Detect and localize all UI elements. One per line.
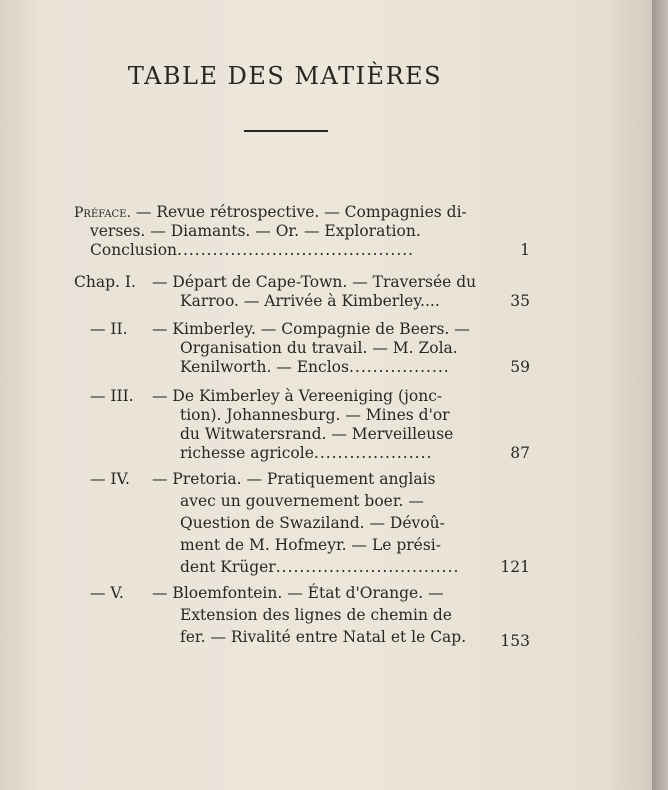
- page-number: 59: [510, 358, 530, 376]
- toc-line: — De Kimberley à Vereeniging (jonc-: [152, 387, 443, 405]
- toc-line: Extension des lignes de chemin de: [180, 606, 452, 624]
- toc-line: avec un gouvernement boer. —: [180, 492, 424, 510]
- page-number: 35: [510, 292, 530, 310]
- toc-line: du Witwatersrand. — Merveilleuse: [180, 425, 454, 443]
- page-number: 87: [510, 444, 530, 462]
- toc-line: — Départ de Cape-Town. — Traversée du: [152, 273, 477, 291]
- toc-line: richesse agricole....................: [180, 444, 433, 462]
- chapter-prefix: — V.: [90, 584, 124, 602]
- chapter-prefix: — III.: [90, 387, 134, 405]
- chapter-prefix: — IV.: [90, 470, 130, 488]
- toc-line: Conclusion........................................: [90, 241, 415, 259]
- chapter-prefix: Chap. I.: [74, 273, 136, 291]
- title-divider: [244, 130, 328, 132]
- preface-label: Préface.: [74, 205, 131, 221]
- toc-line: — Pretoria. — Pratiquement anglais: [152, 470, 436, 488]
- toc-line: fer. — Rivalité entre Natal et le Cap.: [180, 628, 467, 646]
- page-title: TABLE DES MATIÈRES: [127, 62, 443, 90]
- page-edge: [652, 0, 668, 790]
- toc-line: Karroo. — Arrivée à Kimberley....: [180, 292, 440, 310]
- toc-line: Question de Swaziland. — Dévoû-: [180, 514, 445, 532]
- page-number: 153: [500, 632, 530, 650]
- toc-line: ment de M. Hofmeyr. — Le prési-: [180, 536, 442, 554]
- toc-line: dent Krüger...............................: [180, 558, 460, 576]
- toc-line: Préface. — Revue rétrospective. — Compagnies di-: [74, 203, 467, 221]
- page-number: 1: [520, 241, 530, 259]
- toc-line: Organisation du travail. — M. Zola.: [180, 339, 458, 357]
- page-number: 121: [500, 558, 530, 576]
- toc-line: — Bloemfontein. — État d'Orange. —: [152, 584, 444, 602]
- chapter-prefix: — II.: [90, 320, 128, 338]
- toc-line: — Kimberley. — Compagnie de Beers. —: [152, 320, 470, 338]
- toc-line: Kenilworth. — Enclos.................: [180, 358, 450, 376]
- toc-line: verses. — Diamants. — Or. — Exploration.: [90, 222, 421, 240]
- toc-line: tion). Johannesburg. — Mines d'or: [180, 406, 450, 424]
